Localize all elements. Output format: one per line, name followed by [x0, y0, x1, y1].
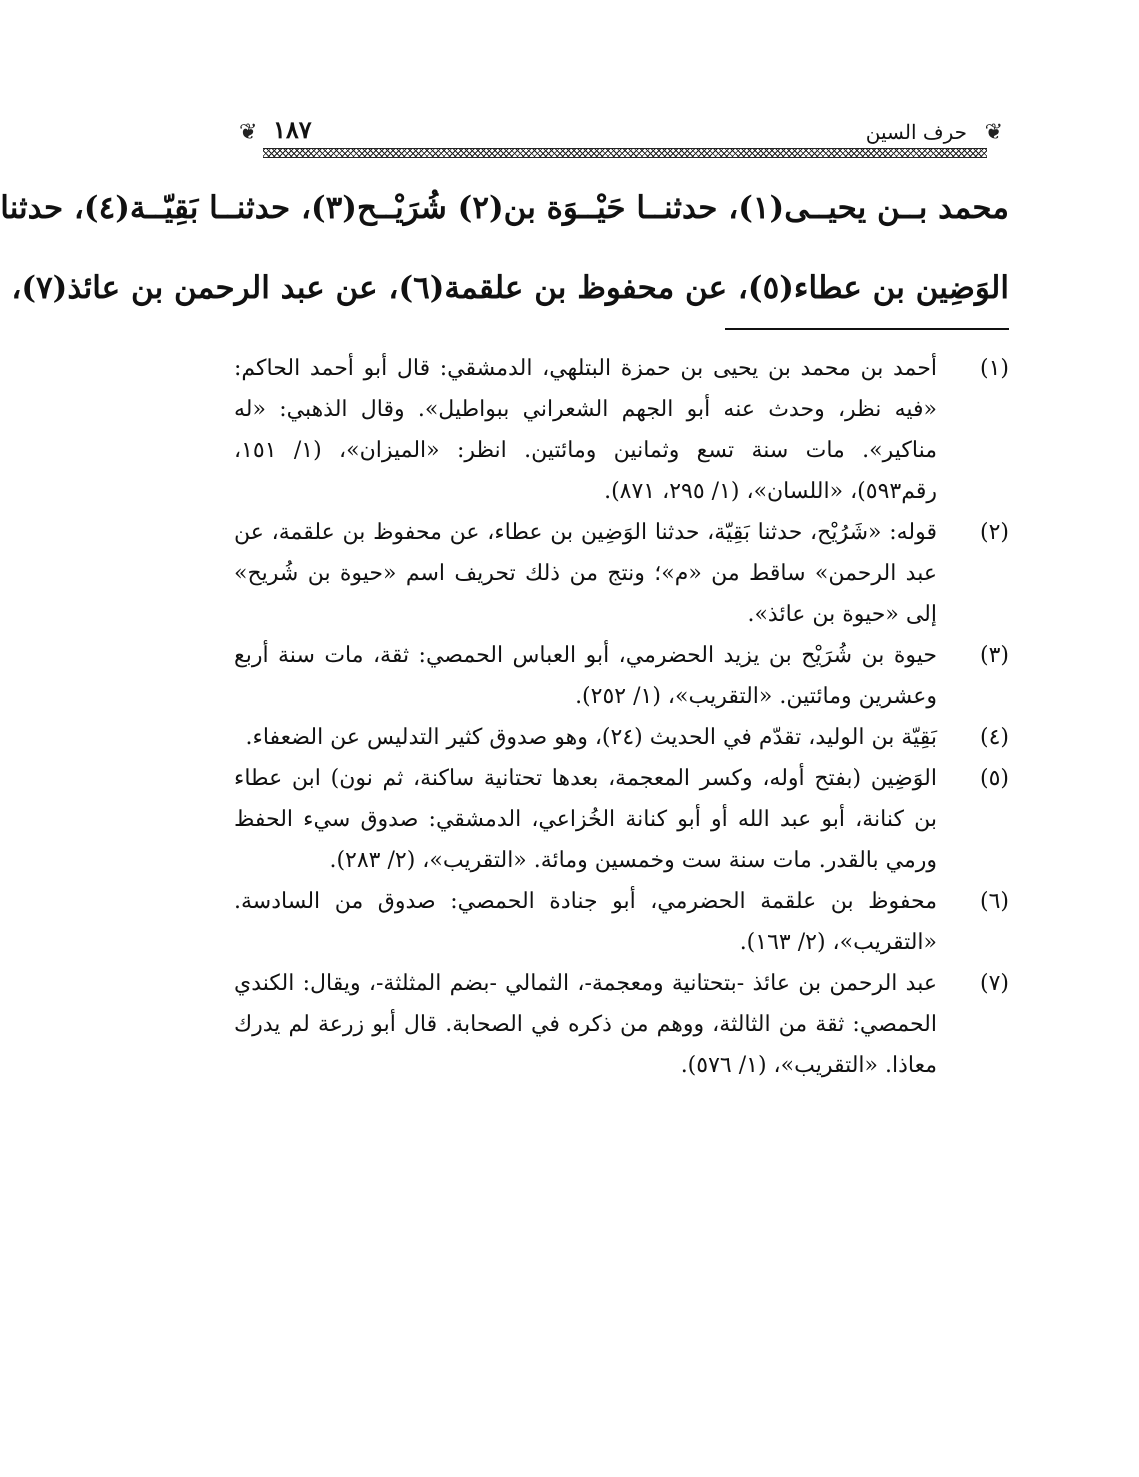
footnote-item — [234, 348, 1009, 512]
footnote-number: (٧) — [979, 971, 1009, 996]
footnote-item — [234, 881, 1009, 963]
footnote-separator — [725, 328, 1009, 330]
footnote-item — [234, 635, 1009, 717]
footnote-number: (٦) — [979, 889, 1009, 914]
footnote-text: بَقِيّة بن الوليد، تقدّم في الحديث (٢٤)، وهو صدوق كثير التدليس عن الضعفاء. — [245, 725, 937, 750]
footnote-text: حيوة بن شُرَيْح بن يزيد الحضرمي، أبو العباس الحمصي: ثقة، مات سنة أربع وعشرين ومائتين. «التقريب»، (١/ ٢٥٢). — [234, 643, 937, 709]
page-header — [239, 112, 1011, 158]
header-decorative-rule — [263, 148, 987, 158]
footnote-item — [234, 963, 1009, 1086]
footnote-number: (٤) — [979, 725, 1009, 750]
footnote-text: أحمد بن محمد بن يحيى بن حمزة البتلهي، الدمشقي: قال أبو أحمد الحاكم: «فيه نظر، وحدث عنه أبو الجهم الشعراني ببواطيل». وقال الذهبي: «له مناكير». مات سنة تسع وثمانين ومائتين. انظر: «الميزان»، (١/ ١٥١، رقم٥٩٣)، «اللسان»، (١/ ٢٩٥، ٨٧١). — [234, 356, 937, 504]
main-text-line: الوَضِين بن عطاء(٥)، عن محفوظ بن علقمة(٦)، عن عبد الرحمن بن عائذ(٧)، — [11, 270, 1009, 306]
footnote-number: (٣) — [979, 643, 1009, 668]
footnote-text: عبد الرحمن بن عائذ -بتحتانية ومعجمة-، الثمالي -بضم المثلثة-، ويقال: الكندي الحمصي: ثقة من الثالثة، ووهم من ذكره في الصحابة. قال أبو زرعة لم يدرك معاذا. «التقريب»، (١/ ٥٧٦). — [234, 971, 937, 1078]
footnote-item — [234, 717, 1009, 758]
footnote-item — [234, 512, 1009, 635]
footnote-number: (٥) — [979, 766, 1009, 791]
chapter-title: حرف السين — [865, 120, 967, 144]
footnote-text: قوله: «شَرُيْح، حدثنا بَقِيّة، حدثنا الوَضِين بن عطاء، عن محفوظ بن علقمة، عن عبد الرحمن» ساقط من «م»؛ ونتج من ذلك تحريف اسم «حيوة بن شُريح» إلى «حيوة بن عائذ». — [234, 520, 937, 627]
footnote-number: (٢) — [979, 520, 1009, 545]
footnote-text: محفوظ بن علقمة الحضرمي، أبو جنادة الحمصي: صدوق من السادسة. «التقريب»، (٢/ ١٦٣). — [234, 889, 937, 955]
main-text — [0, 168, 1009, 328]
page-number: ١٨٧ — [273, 115, 312, 144]
footnote-item — [234, 758, 1009, 881]
footnote-number: (١) — [979, 356, 1009, 381]
header-ornament-right-icon: ❦ — [984, 120, 1003, 145]
footnotes — [234, 348, 1009, 1086]
header-ornament-left-icon: ❦ — [239, 120, 258, 145]
footnote-text: الوَضِين (بفتح أوله، وكسر المعجمة، بعدها تحتانية ساكنة، ثم نون) ابن عطاء بن كنانة، أبو عبد الله أو أبو كنانة الخُزاعي، الدمشقي: صدوق سيء الحفظ ورمي بالقدر. مات سنة ست وخمسين ومائة. «التقريب»، (٢/ ٢٨٣). — [234, 766, 937, 873]
main-text-line: محمد بــن يحيــى(١)، حدثنــا حَيْــوَة بن(٢) شُرَيْــح(٣)، حدثنــا بَقِيّــة(٤)، حدثنا — [0, 190, 1009, 226]
